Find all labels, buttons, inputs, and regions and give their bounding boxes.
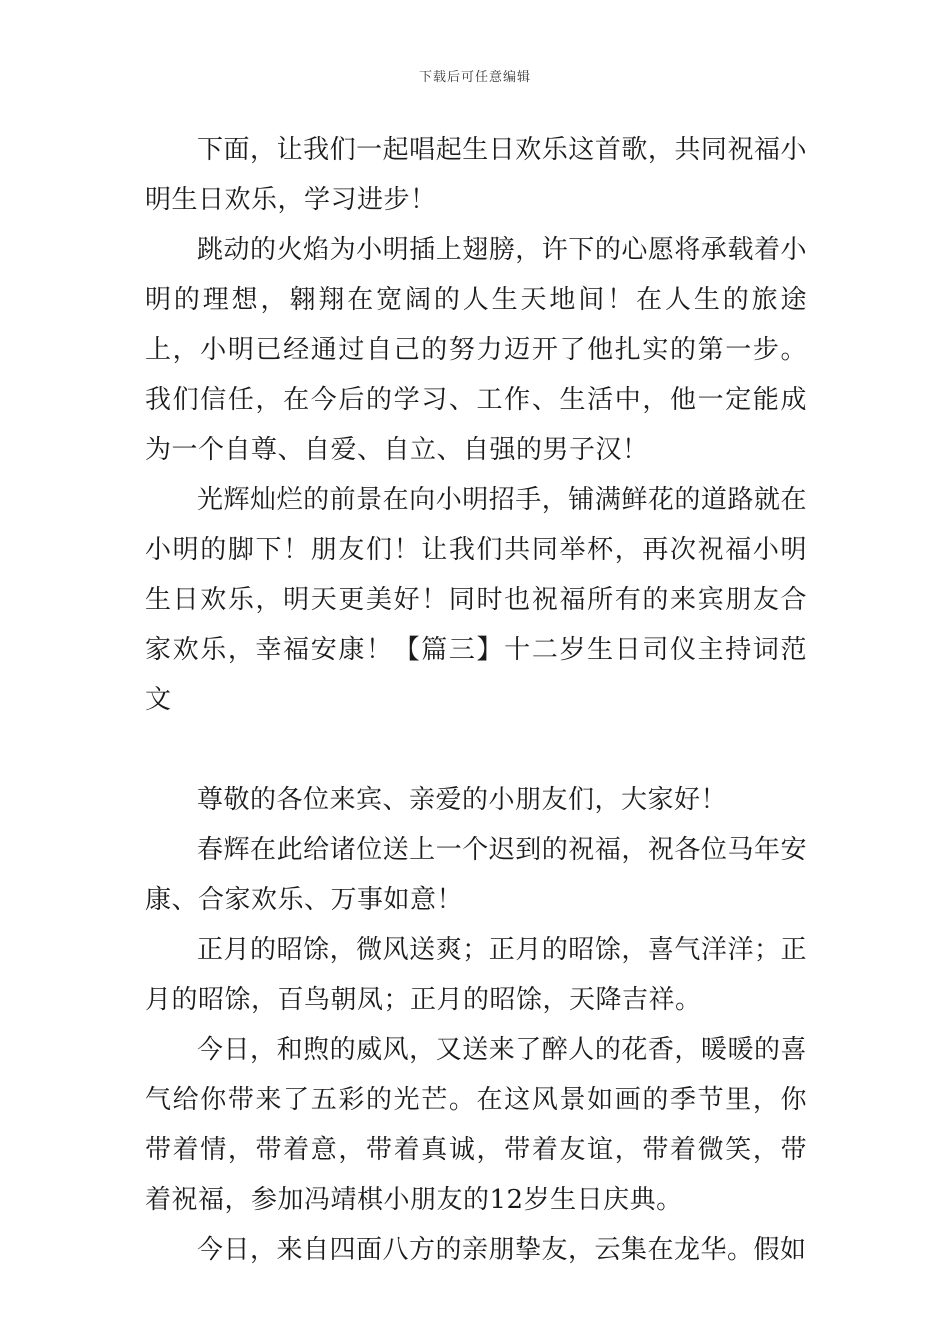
paragraph: 光辉灿烂的前景在向小明招手，铺满鲜花的道路就在小明的脚下！朋友们！让我们共同举杯，再次祝福小明生日欢乐，明天更美好！同时也祝福所有的来宾朋友合家欢乐，幸福安康！【篇三】十二岁生日司仪主持词范文 [145,485,807,715]
page-header: 下载后可任意编辑 [418,70,531,85]
paragraph: 下面，让我们一起唱起生日欢乐这首歌，共同祝福小明生日欢乐，学习进步！ [145,135,807,215]
paragraph: 今日，和煦的威风，又送来了醉人的花香，暖暖的喜气给你带来了五彩的光芒。在这风景如画的季节里，你带着情，带着意，带着真诚，带着友谊，带着微笑，带着祝福，参加冯靖棋小朋友的12岁生日庆典。 [145,1035,807,1215]
paragraph: 跳动的火焰为小明插上翅膀，许下的心愿将承载着小明的理想，翱翔在宽阔的人生天地间！在人生的旅途上，小明已经通过自己的努力迈开了他扎实的第一步。我们信任，在今后的学习、工作、生活中，他一定能成为一个自尊、自爱、自立、自强的男子汉！ [145,235,807,465]
document-body [145,125,807,1275]
paragraph: 尊敬的各位来宾、亲爱的小朋友们，大家好！ [197,785,728,815]
paragraph: 今日，来自四面八方的亲朋挚友，云集在龙华。假如 [197,1235,807,1265]
blank-line [145,725,807,775]
paragraph: 正月的昭馀，微风送爽；正月的昭馀，喜气洋洋；正月的昭馀，百鸟朝凤；正月的昭馀，天降吉祥。 [145,935,807,1015]
paragraph: 春辉在此给诸位送上一个迟到的祝福，祝各位马年安康、合家欢乐、万事如意！ [145,835,807,915]
